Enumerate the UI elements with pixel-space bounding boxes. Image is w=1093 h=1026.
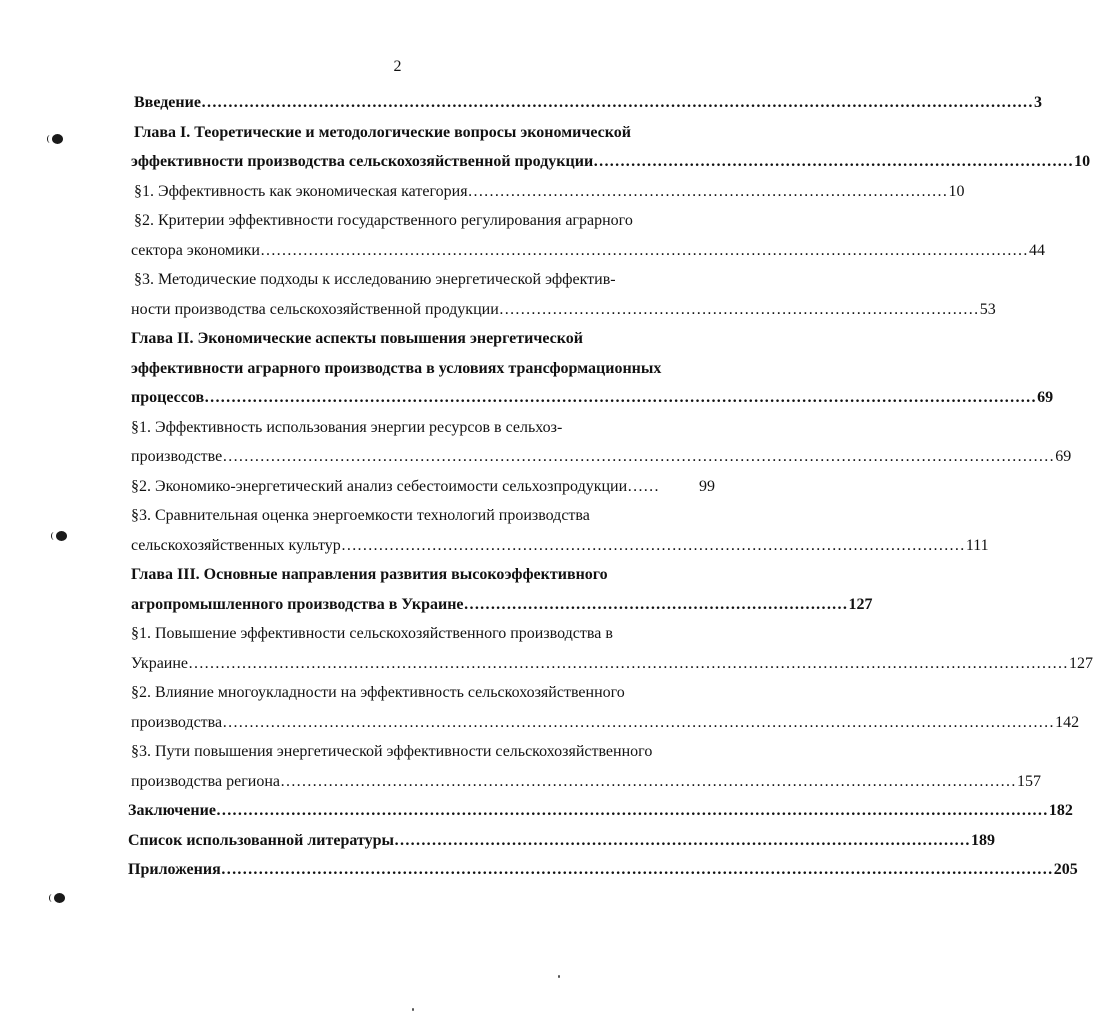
dot-leader: …… xyxy=(627,478,660,495)
toc-entry-chapter-3[interactable] xyxy=(131,560,608,590)
toc-entry-1-3-cont[interactable] xyxy=(131,295,996,325)
toc-entry-title: Глава III. Основные направления развития высокоэффективного xyxy=(131,566,608,583)
dot-leader: ……………………………………………………………………………… xyxy=(498,301,979,318)
toc-entry-page: 182 xyxy=(1048,802,1073,819)
toc-entry-introduction[interactable] xyxy=(134,88,1042,118)
toc-entry-title: §1. Повышение эффективности сельскохозяйственного производства в xyxy=(131,625,613,642)
table-of-contents xyxy=(0,88,1093,888)
toc-entry-page: 44 xyxy=(1028,242,1045,259)
dot-leader: ……………………………………………………………………………… xyxy=(593,153,1074,170)
toc-entry-conclusion[interactable] xyxy=(128,796,1073,826)
dot-leader: ………………………………………………………………………………………………………………………………………… xyxy=(220,861,1053,878)
toc-entry-title: производстве xyxy=(131,448,223,465)
toc-entry-1-2-cont[interactable] xyxy=(131,236,1045,266)
toc-entry-page: 69 xyxy=(1055,448,1072,465)
toc-entry-1-3[interactable] xyxy=(134,265,616,295)
toc-entry-1-1[interactable] xyxy=(134,177,965,207)
toc-entry-3-1-cont[interactable] xyxy=(131,649,1093,679)
dot-leader: ……………………………………………………………………………………………………… xyxy=(340,537,965,554)
toc-entry-chapter-2-end[interactable] xyxy=(131,383,1054,413)
toc-entry-title: §3. Сравнительная оценка энергоемкости технологий производства xyxy=(131,507,590,524)
dot-leader: ………………………………………………………………………………………………………………………………………………… xyxy=(188,655,1069,672)
toc-entry-title: Список использованной литературы xyxy=(128,832,394,849)
toc-entry-3-2-cont[interactable] xyxy=(131,708,1080,738)
dot-leader: ………………………………………………………………………………………………………………………… xyxy=(280,773,1016,790)
toc-entry-title: Заключение xyxy=(128,802,216,819)
page-number: 2 xyxy=(393,58,402,75)
toc-entry-references[interactable] xyxy=(128,826,995,856)
toc-entry-page: 53 xyxy=(979,301,996,318)
dot-leader: ………………………………………………………………………………………………………………………………………… xyxy=(222,714,1055,731)
toc-entry-page: 127 xyxy=(848,596,873,613)
toc-entry-title: процессов xyxy=(131,389,205,406)
toc-entry-chapter-2-cont[interactable] xyxy=(131,354,661,384)
toc-entry-3-3-cont[interactable] xyxy=(131,767,1041,797)
toc-entry-title: агропромышленного производства в Украине xyxy=(131,596,464,613)
toc-entry-page: 127 xyxy=(1069,655,1093,672)
binding-hole-mark xyxy=(54,893,65,903)
toc-entry-chapter-1-cont[interactable] xyxy=(131,147,1091,177)
toc-entry-title: §3. Методические подходы к исследованию энергетической эффектив- xyxy=(134,271,616,288)
binding-hole-mark xyxy=(52,134,63,144)
toc-entry-page: 69 xyxy=(1037,389,1054,406)
toc-entry-2-3-cont[interactable] xyxy=(131,531,989,561)
toc-entry-title: производства региона xyxy=(131,773,280,790)
dot-leader: ………………………………………………………………………………………………………………………………………… xyxy=(215,802,1048,819)
toc-entry-title: Введение xyxy=(134,94,201,111)
toc-entry-title: эффективности аграрного производства в условиях трансформационных xyxy=(131,360,662,377)
toc-entry-2-3[interactable] xyxy=(131,501,590,531)
dot-leader: ……………………………………………………………… xyxy=(463,596,848,613)
toc-entry-page: 3 xyxy=(1033,94,1042,111)
dot-leader: ………………………………………………………………………………………………………………………………………… xyxy=(222,448,1055,465)
toc-entry-page: 10 xyxy=(1074,153,1091,170)
toc-entry-title: §2. Экономико-энергетический анализ себестоимости сельхозпродукции xyxy=(131,478,628,495)
toc-entry-3-3[interactable] xyxy=(131,737,652,767)
toc-entry-page: 205 xyxy=(1053,861,1078,878)
toc-entry-page: 99 xyxy=(699,478,715,495)
toc-entry-title: §3. Пути повышения энергетической эффективности сельскохозяйственного xyxy=(131,743,653,760)
scan-speck xyxy=(558,975,560,978)
toc-entry-title: эффективности производства сельскохозяйственной продукции xyxy=(131,153,594,170)
toc-entry-2-1[interactable] xyxy=(131,413,562,443)
toc-entry-chapter-3-cont[interactable] xyxy=(131,590,873,620)
scan-speck xyxy=(412,1008,414,1011)
toc-entry-appendices[interactable] xyxy=(128,855,1078,885)
toc-entry-title: Приложения xyxy=(128,861,221,878)
toc-entry-title: §1. Эффективность как экономическая категория xyxy=(134,183,468,200)
toc-entry-2-1-cont[interactable] xyxy=(131,442,1072,472)
toc-entry-title: Глава I. Теоретические и методологические вопросы экономической xyxy=(134,124,631,141)
toc-entry-3-2[interactable] xyxy=(131,678,625,708)
dot-leader: ……………………………………………………………………………… xyxy=(467,183,948,200)
toc-entry-title: сельскохозяйственных культур xyxy=(131,537,341,554)
toc-entry-title: ности производства сельскохозяйственной продукции xyxy=(131,301,499,318)
toc-entry-title: §2. Критерии эффективности государственного регулирования аграрного xyxy=(134,212,633,229)
dot-leader: ……………………………………………………………………………………………………………………………… xyxy=(259,242,1028,259)
toc-entry-2-2[interactable] xyxy=(131,472,715,502)
binding-hole-mark xyxy=(56,531,67,541)
toc-entry-1-2[interactable] xyxy=(134,206,633,236)
dot-leader: ……………………………………………………………………………………………… xyxy=(394,832,970,849)
dot-leader: ………………………………………………………………………………………………………………………………………… xyxy=(200,94,1033,111)
toc-entry-page: 111 xyxy=(965,537,989,554)
toc-entry-title: Глава II. Экономические аспекты повышения энергетической xyxy=(131,330,583,347)
toc-entry-page: 157 xyxy=(1017,773,1041,790)
toc-entry-chapter-2[interactable] xyxy=(131,324,583,354)
toc-entry-title: производства xyxy=(131,714,223,731)
toc-entry-chapter-1[interactable] xyxy=(134,118,631,148)
toc-entry-3-1[interactable] xyxy=(131,619,613,649)
dot-leader: ………………………………………………………………………………………………………………………………………… xyxy=(204,389,1037,406)
toc-entry-title: сектора экономики xyxy=(131,242,260,259)
toc-entry-page: 189 xyxy=(971,832,995,849)
toc-entry-title: §2. Влияние многоукладности на эффективность сельскохозяйственного xyxy=(131,684,625,701)
toc-entry-page: 10 xyxy=(948,183,965,200)
toc-entry-title: Украине xyxy=(131,655,189,672)
toc-entry-page: 142 xyxy=(1055,714,1080,731)
toc-entry-title: §1. Эффективность использования энергии ресурсов в сельхоз- xyxy=(131,419,563,436)
